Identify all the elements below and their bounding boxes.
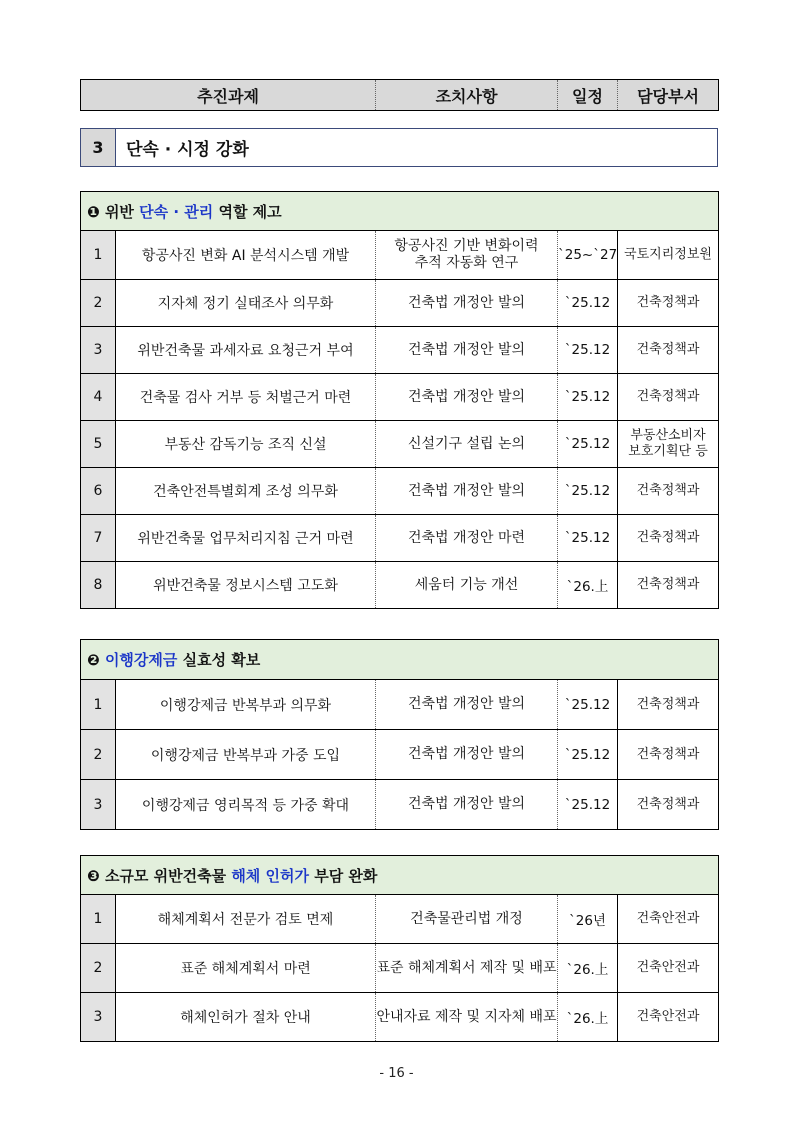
table-row [81, 515, 719, 562]
table-row [81, 780, 719, 830]
table-row [81, 895, 719, 944]
action-cell: 건축법 개정안 발의 [376, 730, 558, 780]
table-row [81, 468, 719, 515]
table-row [81, 730, 719, 780]
group-heading-row [81, 856, 719, 895]
header-schedule: 일정 [558, 80, 618, 111]
action-cell: 건축물관리법 개정 [376, 895, 558, 944]
task-cell: 위반건축물 업무처리지침 근거 마련 [116, 515, 376, 562]
table-row [81, 421, 719, 468]
group-heading-row [81, 640, 719, 680]
table-row [81, 327, 719, 374]
table-row [81, 562, 719, 609]
schedule-cell: `25.12 [558, 280, 618, 327]
row-number: 5 [81, 421, 116, 468]
group-marker: ❸ [87, 866, 100, 885]
action-cell: 세움터 기능 개선 [376, 562, 558, 609]
group-heading [81, 192, 719, 231]
task-cell: 이행강제금 반복부과 의무화 [116, 680, 376, 730]
dept-cell: 건축정책과 [618, 562, 719, 609]
row-number: 3 [81, 993, 116, 1042]
task-cell: 이행강제금 반복부과 가중 도입 [116, 730, 376, 780]
action-cell: 건축법 개정안 발의 [376, 680, 558, 730]
schedule-cell: `25.12 [558, 374, 618, 421]
task-cell: 건축안전특별회계 조성 의무화 [116, 468, 376, 515]
action-cell: 건축법 개정안 발의 [376, 374, 558, 421]
group-title-prefix: 소규모 위반건축물 [104, 866, 232, 885]
schedule-cell: `25.12 [558, 327, 618, 374]
task-group-2 [80, 639, 719, 830]
action-cell: 표준 해체계획서 제작 및 배포 [376, 944, 558, 993]
table-row [81, 231, 719, 280]
section-heading [80, 128, 718, 167]
table-row [81, 993, 719, 1042]
row-number: 2 [81, 730, 116, 780]
action-cell: 건축법 개정안 발의 [376, 780, 558, 830]
task-cell: 부동산 감독기능 조직 신설 [116, 421, 376, 468]
group-title-highlight: 해체 인허가 [231, 866, 309, 885]
header-task: 추진과제 [81, 80, 376, 111]
header-action: 조치사항 [376, 80, 558, 111]
task-cell: 위반건축물 정보시스템 고도화 [116, 562, 376, 609]
row-number: 4 [81, 374, 116, 421]
group-marker: ❷ [87, 651, 100, 669]
schedule-cell: `25.12 [558, 421, 618, 468]
group-title-suffix: 역할 제고 [213, 202, 282, 221]
row-number: 1 [81, 680, 116, 730]
schedule-cell: `25.12 [558, 515, 618, 562]
task-cell: 해체인허가 절차 안내 [116, 993, 376, 1042]
task-group-3 [80, 855, 719, 1042]
row-number: 2 [81, 944, 116, 993]
dept-cell: 건축정책과 [618, 780, 719, 830]
action-cell: 신설기구 설립 논의 [376, 421, 558, 468]
table-row [81, 280, 719, 327]
action-cell: 항공사진 기반 변화이력 추적 자동화 연구 [376, 231, 558, 280]
table-row [81, 374, 719, 421]
group-marker: ❶ [87, 202, 100, 221]
action-cell: 건축법 개정안 발의 [376, 327, 558, 374]
table-header [80, 79, 719, 111]
schedule-cell: `26.上 [558, 944, 618, 993]
row-number: 1 [81, 231, 116, 280]
task-cell: 해체계획서 전문가 검토 면제 [116, 895, 376, 944]
header-dept: 담당부서 [618, 80, 719, 111]
group-title-suffix: 부담 완화 [309, 866, 378, 885]
task-cell: 지자체 정기 실태조사 의무화 [116, 280, 376, 327]
schedule-cell: `25.12 [558, 680, 618, 730]
section-number: 3 [81, 129, 116, 166]
row-number: 6 [81, 468, 116, 515]
dept-cell: 건축정책과 [618, 280, 719, 327]
group-title-prefix: 위반 [104, 202, 140, 221]
table-row [81, 944, 719, 993]
action-cell: 건축법 개정안 발의 [376, 468, 558, 515]
action-cell: 안내자료 제작 및 지자체 배포 [376, 993, 558, 1042]
group-heading [81, 856, 719, 895]
page-number: - 16 - [379, 1066, 414, 1081]
row-number: 2 [81, 280, 116, 327]
dept-cell: 건축정책과 [618, 374, 719, 421]
task-cell: 항공사진 변화 AI 분석시스템 개발 [116, 231, 376, 280]
task-group-1 [80, 191, 719, 609]
schedule-cell: `25.12 [558, 780, 618, 830]
row-number: 3 [81, 327, 116, 374]
group-title-highlight: 이행강제금 [104, 651, 178, 669]
row-number: 7 [81, 515, 116, 562]
dept-cell: 건축정책과 [618, 730, 719, 780]
task-cell: 건축물 검사 거부 등 처벌근거 마련 [116, 374, 376, 421]
schedule-cell: `26.上 [558, 562, 618, 609]
dept-cell: 건축정책과 [618, 468, 719, 515]
section-title: 단속 · 시정 강화 [126, 140, 249, 160]
schedule-cell: `26년 [558, 895, 618, 944]
table-row [81, 680, 719, 730]
schedule-cell: `25.12 [558, 730, 618, 780]
group-heading-row [81, 192, 719, 231]
schedule-cell: `25.12 [558, 468, 618, 515]
schedule-cell: `25~`27 [558, 231, 618, 280]
dept-cell: 건축안전과 [618, 993, 719, 1042]
dept-cell: 부동산소비자 보호기획단 등 [618, 421, 719, 468]
group-title-highlight: 단속 · 관리 [139, 202, 214, 221]
group-title-suffix: 실효성 확보 [177, 651, 261, 669]
dept-cell: 건축안전과 [618, 895, 719, 944]
action-cell: 건축법 개정안 마련 [376, 515, 558, 562]
dept-cell: 건축안전과 [618, 944, 719, 993]
action-cell: 건축법 개정안 발의 [376, 280, 558, 327]
row-number: 8 [81, 562, 116, 609]
task-cell: 표준 해체계획서 마련 [116, 944, 376, 993]
dept-cell: 건축정책과 [618, 327, 719, 374]
dept-cell: 국토지리정보원 [618, 231, 719, 280]
row-number: 1 [81, 895, 116, 944]
row-number: 3 [81, 780, 116, 830]
group-heading [81, 640, 719, 680]
schedule-cell: `26.上 [558, 993, 618, 1042]
dept-cell: 건축정책과 [618, 515, 719, 562]
task-cell: 이행강제금 영리목적 등 가중 확대 [116, 780, 376, 830]
dept-cell: 건축정책과 [618, 680, 719, 730]
task-cell: 위반건축물 과세자료 요청근거 부여 [116, 327, 376, 374]
